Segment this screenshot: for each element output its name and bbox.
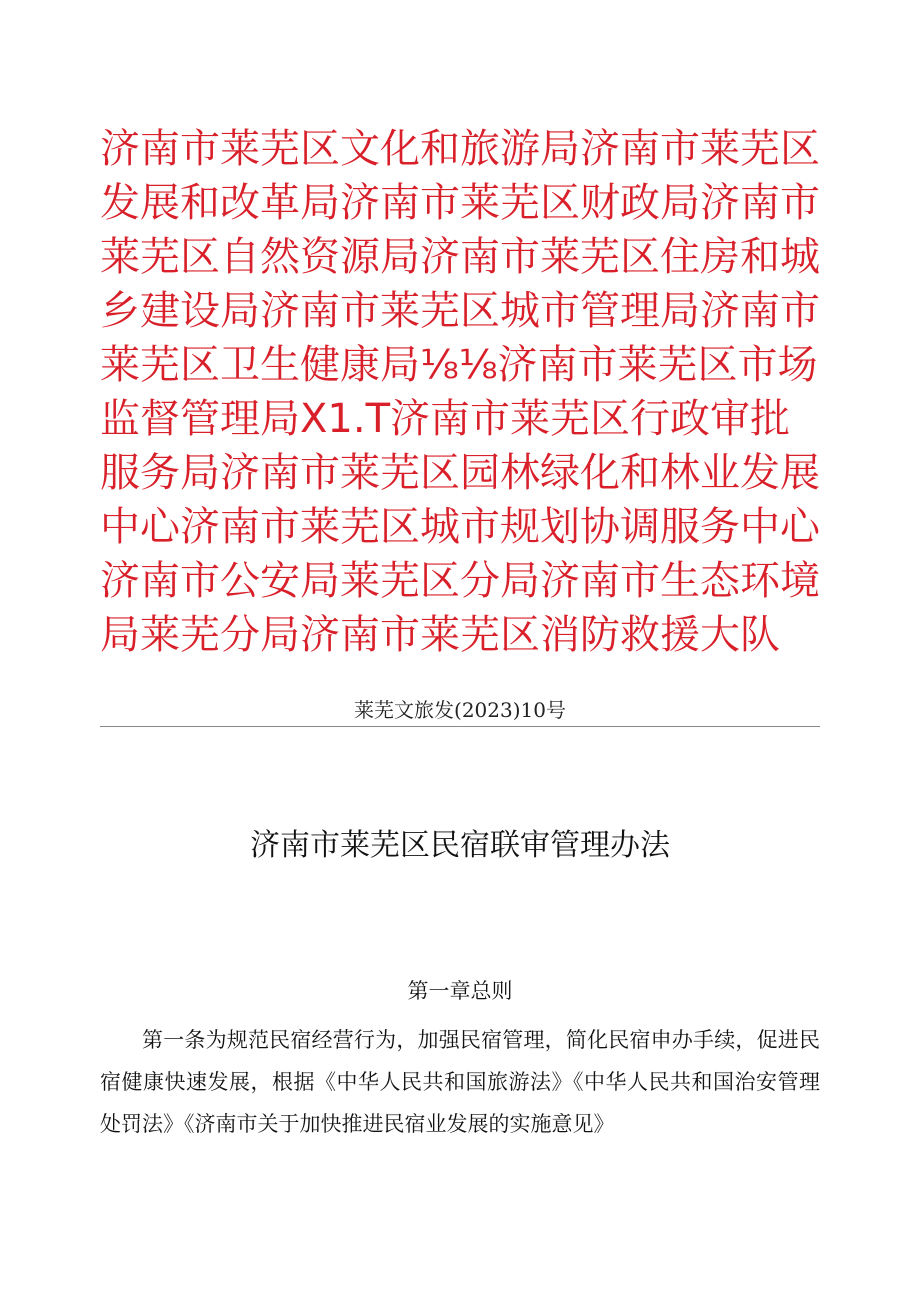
chapter-heading: 第一章总则 [407,979,513,1003]
header-divider [100,726,820,727]
issuing-authorities-header: 济南市莱芜区文化和旅游局济南市莱芜区发展和改革局济南市莱芜区财政局济南市莱芜区自然资源局济南市莱芜区住房和城乡建设局济南市莱芜区城市管理局济南市莱芜区卫生健康局⅛⅛济南市莱芜区市场监督管理局X1.T济南市莱芜区行政审批服务局济南市莱芜区园林绿化和林业发展中心济南市莱芜区城市规划协调服务中心济南市公安局莱芜区分局济南市生态环境局莱芜分局济南市莱芜区消防救援大队 [100,126,820,658]
article-paragraph: 第一条为规范民宿经营行为，加强民宿管理，简化民宿申办手续，促进民宿健康快速发展，根据《中华人民共和国旅游法》《中华人民共和国治安管理处罚法》《济南市关于加快推进民宿业发展的实施意见》 [100,1028,820,1136]
document-title: 济南市莱芜区民宿联审管理办法 [250,828,670,863]
document-number: 莱芜文旅发(2023)10号 [354,698,566,722]
